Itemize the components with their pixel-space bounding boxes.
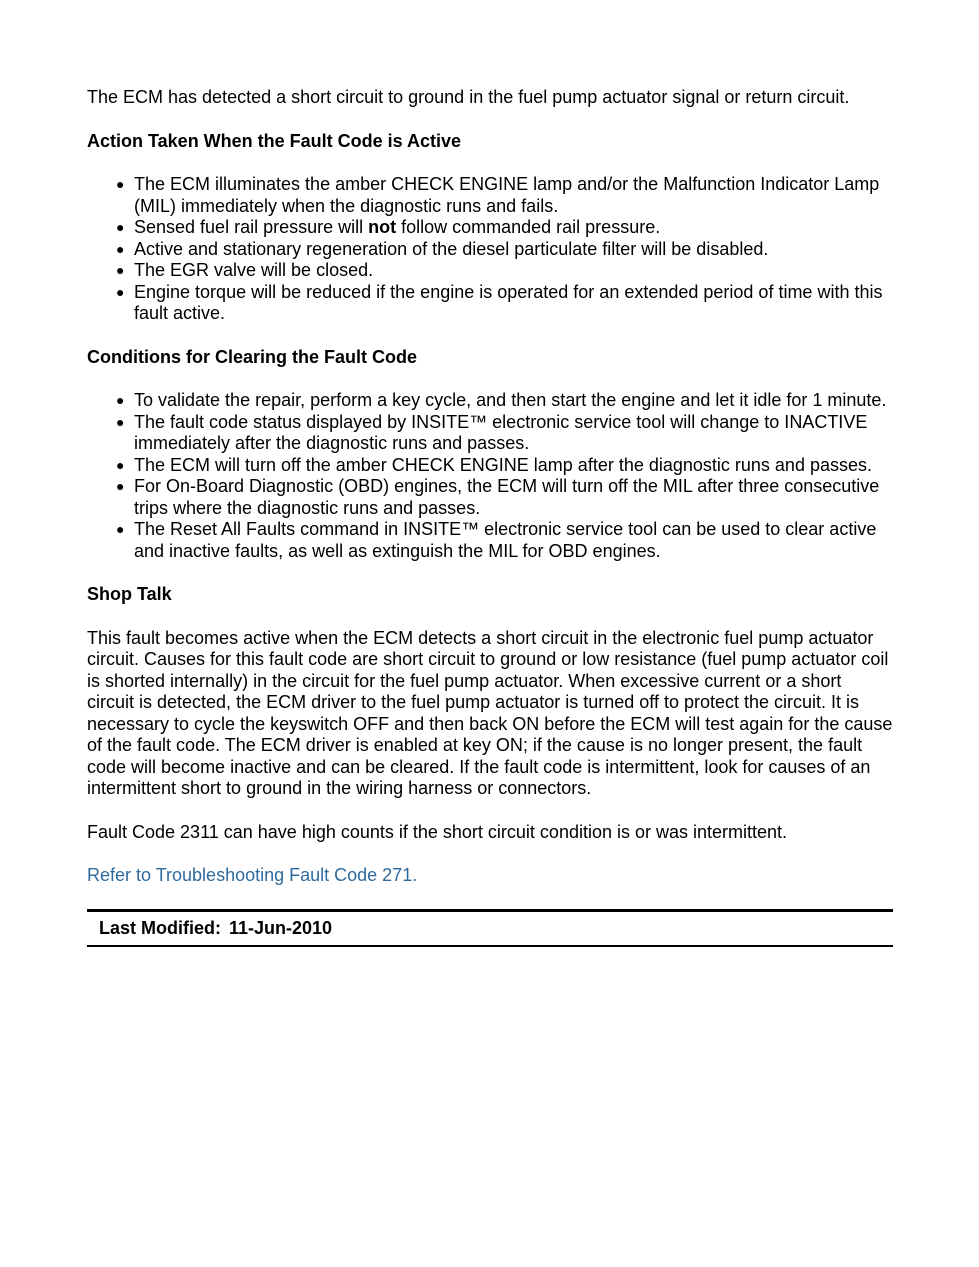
last-modified-bar (87, 909, 893, 948)
last-modified-label: Last Modified: (99, 917, 221, 938)
list-item: ● The fault code status displayed by INSITE™ electronic service tool will change to INACTIVE immediately after the diagnostic runs and passes. (116, 411, 868, 453)
bullet-icon: ● (116, 240, 125, 257)
bullet-icon: ● (116, 262, 125, 278)
bullet-icon: ● (116, 283, 125, 300)
list-item: ● Active and stationary regeneration of the diesel particulate filter will be disabled. (116, 238, 769, 259)
high-counts-paragraph: Fault Code 2311 can have high counts if the short circuit condition is or was intermittent. (87, 821, 788, 842)
list-item: ● For On-Board Diagnostic (OBD) engines, the ECM will turn off the MIL after three consecutive trips where the diagnostic runs and passes. (116, 476, 880, 518)
list-item: ● The ECM will turn off the amber CHECK ENGINE lamp after the diagnostic runs and passes. (116, 454, 872, 475)
document-body (87, 87, 893, 947)
list-item: ● The ECM illuminates the amber CHECK ENGINE lamp and/or the Malfunction Indicator Lamp (MIL) immediately when the diagnostic runs and fails. (116, 174, 880, 216)
intro-paragraph: The ECM has detected a short circuit to ground in the fuel pump actuator signal or return circuit. (87, 87, 850, 107)
troubleshooting-link[interactable]: Refer to Troubleshooting Fault Code 271. (87, 865, 418, 885)
bullet-icon: ● (116, 219, 125, 235)
emphasis-not: not (368, 217, 397, 237)
bullet-icon: ● (116, 521, 125, 537)
shop-talk-heading: Shop Talk (87, 584, 172, 604)
action-heading: Action Taken When the Fault Code is Active (87, 130, 462, 151)
bullet-icon: ● (116, 413, 125, 430)
bullet-icon: ● (116, 456, 125, 473)
list-item: ● The EGR valve will be closed. (116, 260, 374, 280)
list-item: ● Engine torque will be reduced if the engine is operated for an extended period of time with this fault active. (116, 281, 883, 323)
bullet-icon: ● (116, 478, 125, 494)
action-list (87, 174, 893, 325)
list-item: ● To validate the repair, perform a key cycle, and then start the engine and let it idle for 1 minute. (116, 390, 887, 410)
bullet-icon: ● (116, 176, 125, 192)
list-item: ● The Reset All Faults command in INSITE™ electronic service tool can be used to clear active and inactive faults, as well as extinguish the MIL for OBD engines. (116, 519, 877, 561)
clearing-list (87, 390, 893, 562)
shop-talk-paragraph: This fault becomes active when the ECM detects a short circuit in the electronic fuel pump actuator circuit. Causes for this fault code are short circuit to ground or low resistance (fuel pump actuator coil is shorted internally) in the circuit for the fuel pump actuator. When excessive current or a short circuit is detected, the ECM driver to the fuel pump actuator is turned off to protect the circuit. It is necessary to cycle the keyswitch OFF and then back ON before the ECM will test again for the cause of the fault code. The ECM driver is enabled at key ON; if the cause is no longer present, the fault code will become inactive and can be cleared. If the fault code is intermittent, look for causes of an intermittent short to ground in the wiring harness or connectors. (87, 627, 893, 798)
list-item: ● Sensed fuel rail pressure will not follow commanded rail pressure. (116, 217, 661, 237)
clearing-heading: Conditions for Clearing the Fault Code (87, 346, 417, 367)
bullet-icon: ● (116, 392, 125, 408)
last-modified-date: 11-Jun-2010 (229, 917, 333, 938)
